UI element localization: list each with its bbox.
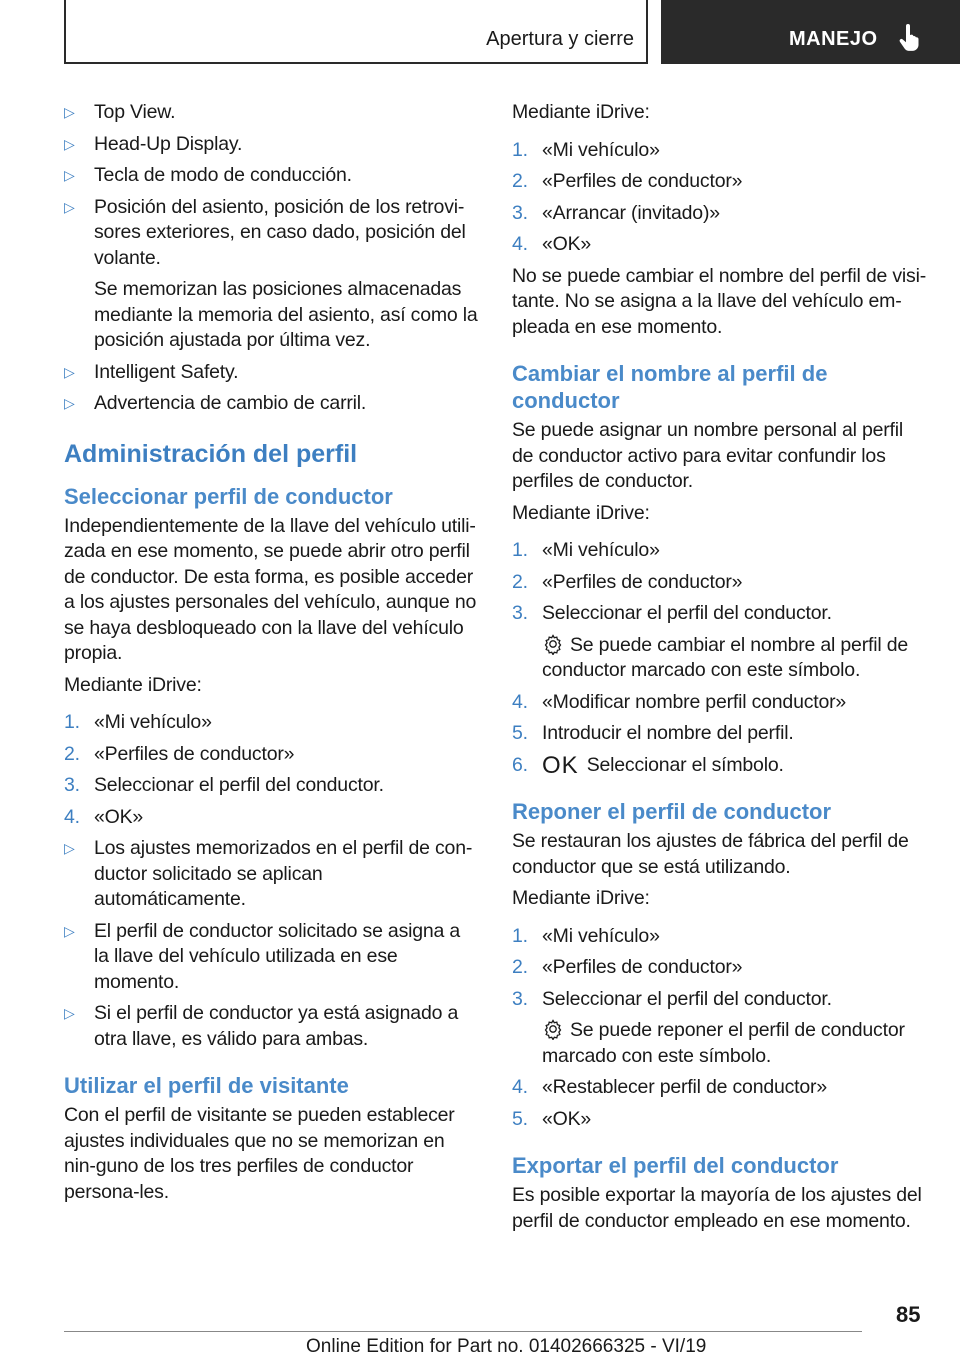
page-number: 85 (896, 1302, 921, 1327)
bullet-triangle-icon: ▷ (64, 167, 75, 183)
step-item: 2. «Perfiles de conductor» (512, 956, 743, 978)
step-item: 2. «Perfiles de conductor» (64, 742, 295, 765)
paragraph: Mediante iDrive: (64, 673, 202, 696)
header-chapter-label: MANEJO (789, 28, 878, 50)
section-heading: Utilizar el perfil de visitante (64, 1073, 349, 1098)
step-item: 5. «OK» (512, 1107, 592, 1130)
paragraph: No se puede cambiar el nombre del perfil de visi-tante. No se asigna a la llave del vehículo em-pleada en ese momento. (512, 264, 926, 338)
step-note: Se puede cambiar el nombre al perfil de conductor marcado con este símbolo. (542, 633, 908, 681)
list-item: ▷ Advertencia de cambio de carril. (64, 391, 478, 417)
list-item-note: Se memorizan las posiciones almacenadas mediante la memoria del asiento, así como la posición ajustada por última vez. (94, 278, 478, 351)
right-column (512, 100, 928, 1240)
list-item: ▷ Tecla de modo de conducción. (64, 163, 478, 189)
section-heading: Exportar el perfil del conductor (512, 1153, 839, 1178)
step-item: 1. «Mi vehículo» (512, 924, 660, 947)
step-item: 3. Seleccionar el perfil del conductor. (512, 987, 832, 1010)
step-item: 2. «Perfiles de conductor» (512, 570, 743, 593)
header-section-tab (64, 0, 648, 64)
section-heading: Seleccionar perfil de conductor (64, 483, 393, 509)
section-heading: Reponer el perfil de conductor (512, 799, 832, 824)
step-item: 1. «Mi vehículo» (512, 138, 660, 161)
bullet-triangle-icon: ▷ (64, 363, 75, 380)
bullet-triangle-icon: ▷ (64, 840, 75, 856)
paragraph: Es posible exportar la mayoría de los ajustes del perfil de conductor empleado en ese momento. (512, 1184, 922, 1232)
step-item: 5. Introducir el nombre del perfil. (512, 722, 794, 744)
paragraph: Con el perfil de visitante se pueden establecer ajustes individuales que no se memorizan en nin-guno de los tres perfiles de conductor persona-les. (64, 1104, 455, 1203)
chapter-heading: Administración del perfil (64, 439, 358, 468)
left-column (64, 100, 478, 1211)
gear-icon (542, 633, 564, 655)
list-item: ▷ Si el perfil de conductor ya está asignado a otra llave, es válido para ambas. (64, 1002, 459, 1050)
paragraph: Se puede asignar un nombre personal al perfil de conductor activo para evitar confundir los perfiles de conductor. (512, 419, 904, 492)
step-item: 3. Seleccionar el perfil del conductor. (512, 602, 832, 624)
step-item: 3. Seleccionar el perfil del conductor. (64, 774, 384, 796)
step-item: 2. «Perfiles de conductor» (512, 170, 743, 192)
bullet-triangle-icon: ▷ (64, 922, 75, 939)
list-item: ▷ El perfil de conductor solicitado se asigna a la llave del vehículo utilizada en ese momento. (64, 919, 461, 993)
bullet-triangle-icon: ▷ (64, 135, 75, 152)
list-item: ▷ Head-Up Display. (64, 132, 478, 158)
bullet-triangle-icon: ▷ (64, 1005, 75, 1021)
step-item: 4. «OK» (64, 805, 144, 828)
footer-divider (64, 1331, 862, 1332)
step-item: 4. «Restablecer perfil de conductor» (512, 1076, 827, 1098)
step-item: 1. «Mi vehículo» (512, 539, 660, 561)
bullet-triangle-icon: ▷ (64, 104, 75, 120)
step-item: 3. «Arrancar (invitado)» (512, 201, 720, 224)
bullet-triangle-icon: ▷ (64, 395, 75, 411)
paragraph: Independientemente de la llave del vehículo utili-zada en ese momento, se puede abrir otro perfil de conductor. De esta forma, es posible acceder a los ajustes personales del vehículo, aunque no se haya desbloqueado con la llave del vehículo propia. (64, 514, 477, 664)
step-item: 4. «OK» (512, 233, 592, 255)
paragraph: Mediante iDrive: (512, 101, 650, 123)
hand-pointer-icon (897, 24, 921, 52)
gear-icon (542, 1018, 564, 1040)
list-item: ▷ Posición del asiento, posición de los retrovi-sores exteriores, en caso dado, posición del volante. (64, 195, 466, 269)
list-item: ▷ Los ajustes memorizados en el perfil de con-ductor solicitado se aplican automáticamente. (64, 837, 473, 910)
step-note: Se puede reponer el perfil de conductor marcado con este símbolo. (542, 1019, 905, 1067)
step-item: 1. «Mi vehículo» (64, 711, 212, 733)
list-item: ▷ Top View. (64, 100, 478, 126)
step-item: 4. «Modificar nombre perfil conductor» (512, 690, 847, 713)
ok-symbol-icon: OK (542, 751, 579, 779)
paragraph: Mediante iDrive: (512, 501, 650, 524)
list-item: ▷ Intelligent Safety. (64, 360, 478, 386)
bullet-triangle-icon: ▷ (64, 198, 75, 215)
footer-edition: Online Edition for Part no. 01402666325 - VI/19 (306, 1336, 707, 1357)
paragraph: Mediante iDrive: (512, 887, 650, 909)
paragraph: Se restauran los ajustes de fábrica del perfil de conductor que se está utilizando. (512, 830, 909, 878)
header-chapter-tab (661, 0, 960, 64)
header-section-label: Apertura y cierre (486, 28, 634, 50)
step-item: 6. OK Seleccionar el símbolo. (512, 751, 784, 779)
section-heading: Cambiar el nombre al perfil de conductor (512, 361, 828, 413)
